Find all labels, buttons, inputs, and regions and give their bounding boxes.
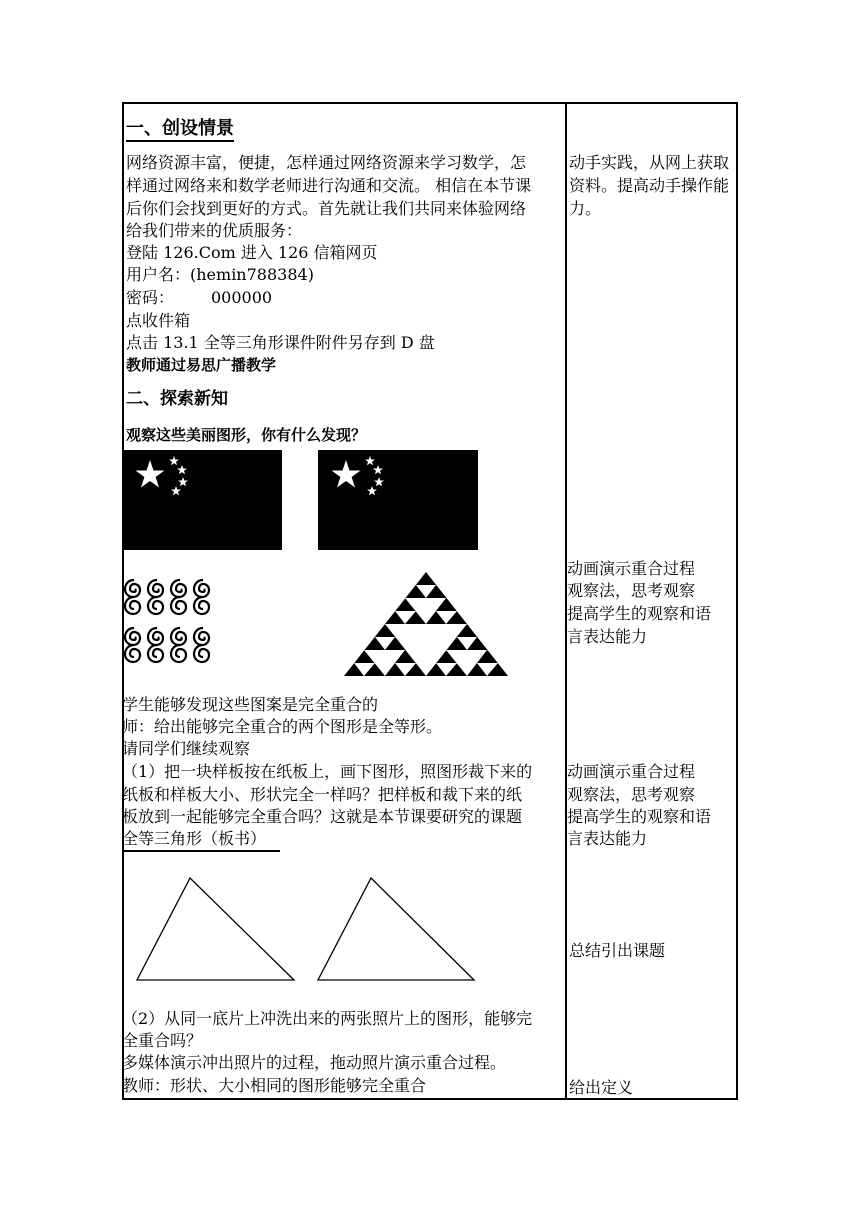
star-icon [318,450,478,550]
note3-line-1: 动画演示重合过程 [567,762,696,781]
spiral-pattern [124,578,216,670]
note2-line-4: 言表达能力 [567,627,648,646]
login-line: 登陆 126.Com 进入 126 信箱网页 [126,243,378,262]
para1-line-3: 后你们会找到更好的方式。首先就让我们共同来体验网络 [126,199,527,218]
topic-title: 全等三角形（板书） [122,828,280,852]
username-line: 用户名：(hemin788384) [126,265,314,284]
star-icon [122,450,282,550]
spiral-icon [124,578,216,666]
continue-line: 请同学们继续观察 [122,739,251,758]
para3-line-2: 全重合吗？ [122,1031,203,1050]
para2-line-3: 板放到一起能够完全重合吗？这就是本节课要研究的课题 [122,807,523,826]
note1-line-3: 力。 [569,199,602,218]
note2-line-1: 动画演示重合过程 [567,559,696,578]
section2-title: 二、探索新知 [126,389,228,409]
triangle-pair [134,874,484,988]
para1-line-2: 样通过网络来和数学老师进行沟通和交流。 相信在本节课 [126,176,532,195]
password-label: 密码： [126,288,175,307]
section1-title: 一、创设情景 [126,118,234,142]
media-line: 多媒体演示冲出照片的过程，拖动照片演示重合过程。 [122,1053,507,1072]
attachment-line: 点击 13.1 全等三角形课件附件另存到 D 盘 [126,333,435,352]
definition-line: 师：给出能够完全重合的两个图形是全等形。 [122,717,443,736]
note3-line-4: 言表达能力 [567,829,648,848]
note1-line-2: 资料。提高动手操作能 [569,176,730,195]
teacher-line: 教师：形状、大小相同的图形能够完全重合 [122,1076,427,1095]
para1-line-1: 网络资源丰富，便捷，怎样通过网络资源来学习数学，怎 [126,153,527,172]
triangle-pattern-icon [342,570,510,678]
flag-image-2 [318,450,478,550]
note1-line-1: 动手实践，从网上获取 [569,153,730,172]
broadcast-line: 教师通过易思广播教学 [126,356,277,374]
sierpinski-triangle [342,570,510,682]
service-line: 给我们带来的优质服务： [126,221,303,240]
observe-prompt: 观察这些美丽图形，你有什么发现？ [126,426,367,444]
para2-line-1: （1）把一块样板按在纸板上，画下图形，照图形裁下来的 [122,762,533,781]
password-value: 000000 [211,288,273,307]
note2-line-3: 提高学生的观察和语 [567,604,712,623]
note2-line-2: 观察法，思考观察 [567,581,696,600]
students-find-line: 学生能够发现这些图案是完全重合的 [122,695,379,714]
note4: 总结引出课题 [569,941,666,960]
triangle-icon [134,874,484,984]
note3-line-3: 提高学生的观察和语 [567,807,712,826]
para3-line-1: （2）从同一底片上冲洗出来的两张照片上的图形，能够完 [122,1009,533,1028]
flag-image-1 [122,450,282,550]
note5: 给出定义 [569,1078,634,1097]
note3-line-2: 观察法，思考观察 [567,785,696,804]
para2-line-2: 纸板和样板大小、形状完全一样吗？把样板和裁下来的纸 [122,785,523,804]
inbox-line: 点收件箱 [126,311,191,330]
